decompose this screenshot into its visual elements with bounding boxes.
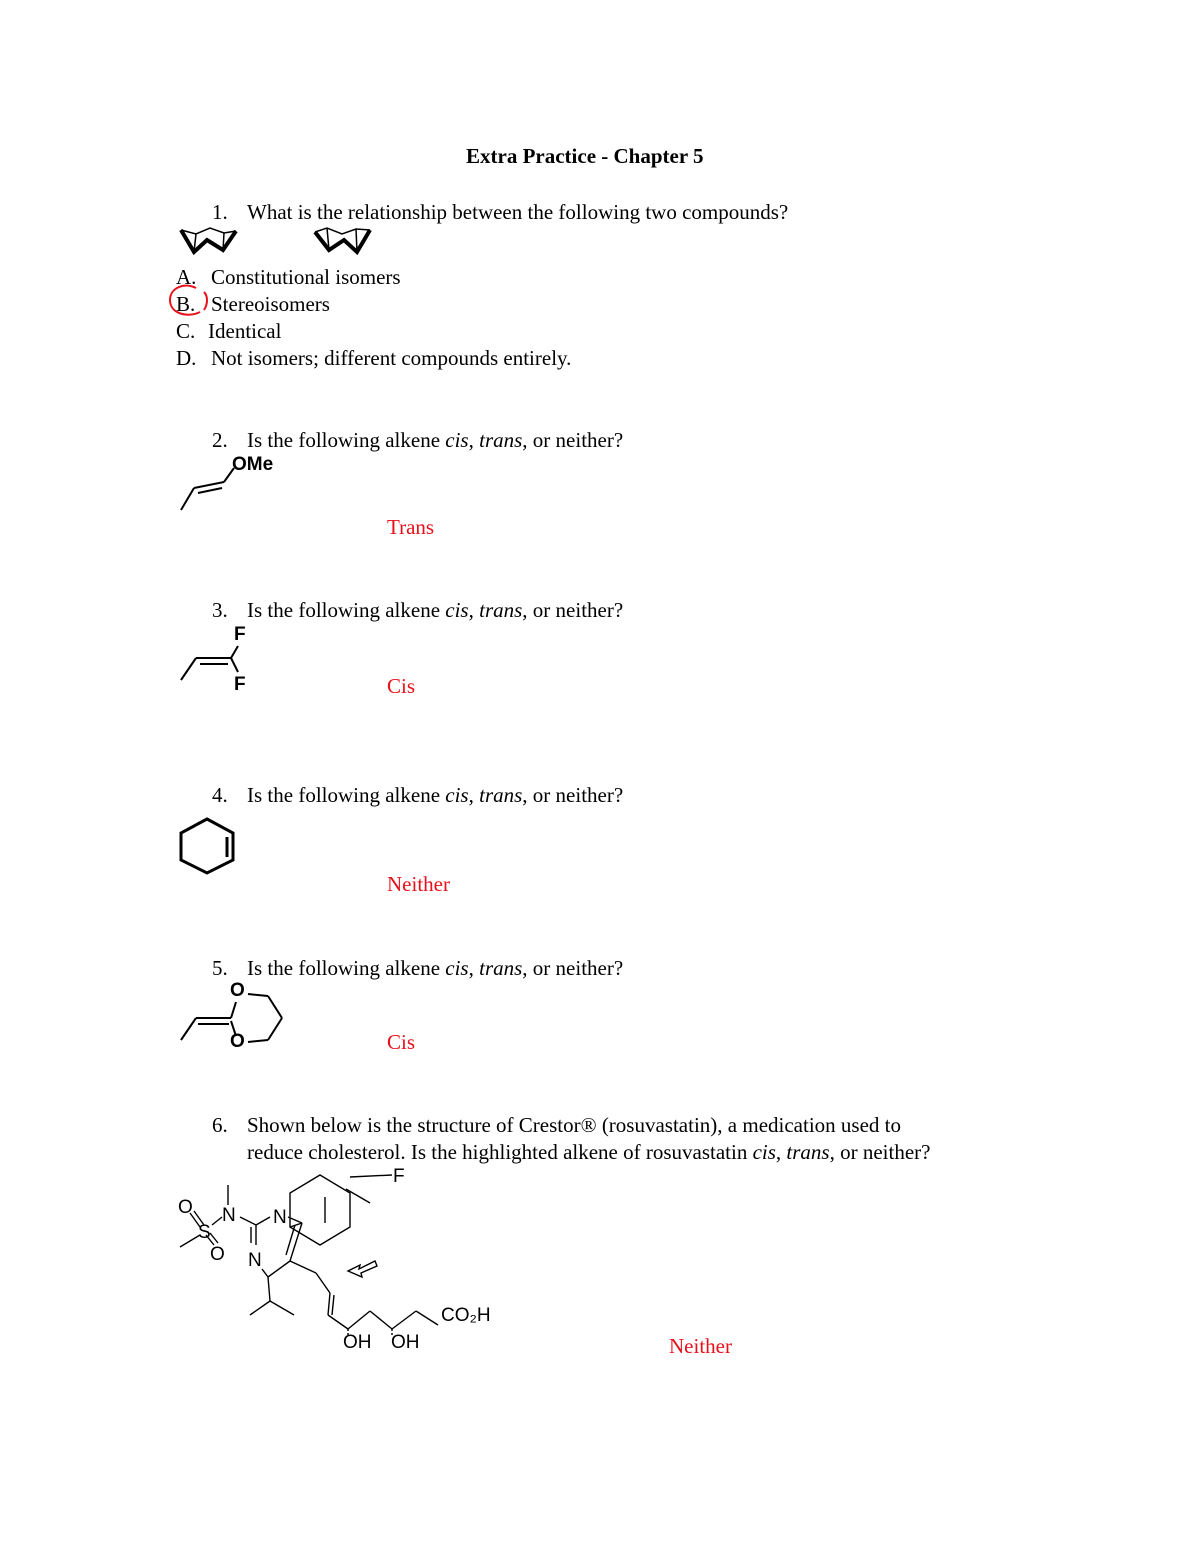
- page-title: Extra Practice - Chapter 5: [466, 144, 704, 168]
- q5-number: 5.: [212, 956, 228, 980]
- q1-option-c-letter: C.: [176, 319, 196, 343]
- q1-number: 1.: [212, 200, 228, 224]
- q5-o-bottom-label: O: [230, 1031, 245, 1052]
- q1-option-b-letter: B.: [176, 292, 196, 316]
- rosuvastatin-s-label: S: [198, 1222, 211, 1243]
- rosuvastatin-f-label: F: [393, 1166, 405, 1187]
- q1-option-b-text: Stereoisomers: [211, 292, 330, 316]
- q3-question: Is the following alkene cis, trans, or neither?: [247, 598, 624, 622]
- rosuvastatin-n-amine-label: N: [222, 1205, 236, 1226]
- q1-option-a-text: Constitutional isomers: [211, 265, 401, 289]
- q3-f-bottom-label: F: [234, 674, 246, 695]
- q2-structure: [176, 470, 236, 515]
- q1-option-d-text: Not isomers; different compounds entirely.: [211, 346, 572, 370]
- q6-line2: reduce cholesterol. Is the highlighted alkene of rosuvastatin cis, trans, or neither?: [247, 1140, 931, 1164]
- rosuvastatin-oh1-label: OH: [343, 1332, 372, 1353]
- q1-chair-right: [312, 226, 374, 258]
- rosuvastatin-oh2-label: OH: [391, 1332, 420, 1353]
- q2-ome-label: OMe: [232, 454, 274, 475]
- q4-question: Is the following alkene cis, trans, or neither?: [247, 783, 624, 807]
- q6-line1: Shown below is the structure of Crestor® (rosuvastatin), a medication used to: [247, 1113, 901, 1137]
- q5-answer: Cis: [387, 1030, 416, 1054]
- q6-answer: Neither: [669, 1334, 732, 1358]
- q2-number: 2.: [212, 428, 228, 452]
- q4-number: 4.: [212, 783, 228, 807]
- q1-option-a-letter: A.: [176, 265, 197, 289]
- q4-cyclohexene: [176, 816, 240, 874]
- q3-answer: Cis: [387, 674, 416, 698]
- q6-number: 6.: [212, 1113, 228, 1137]
- q2-question: Is the following alkene cis, trans, or neither?: [247, 428, 624, 452]
- q1-option-c-text: Identical: [208, 319, 282, 343]
- q4-answer: Neither: [387, 872, 450, 896]
- q1-chair-left: [178, 226, 240, 258]
- q5-question: Is the following alkene cis, trans, or neither?: [247, 956, 624, 980]
- q3-number: 3.: [212, 598, 228, 622]
- rosuvastatin-n-bottom-label: N: [248, 1250, 262, 1271]
- q3-f-top-label: F: [234, 624, 246, 645]
- q5-o-top-label: O: [230, 980, 245, 1001]
- q1-option-d-letter: D.: [176, 346, 197, 370]
- option-b-circle-annotation: [166, 282, 216, 322]
- rosuvastatin-n-top-label: N: [273, 1207, 287, 1228]
- rosuvastatin-o-top-label: O: [178, 1197, 193, 1218]
- rosuvastatin-co2h-label: CO₂H: [441, 1305, 491, 1326]
- q2-answer: Trans: [387, 515, 435, 539]
- rosuvastatin-o-bottom-label: O: [210, 1244, 225, 1265]
- q1-text: What is the relationship between the following two compounds?: [247, 200, 789, 224]
